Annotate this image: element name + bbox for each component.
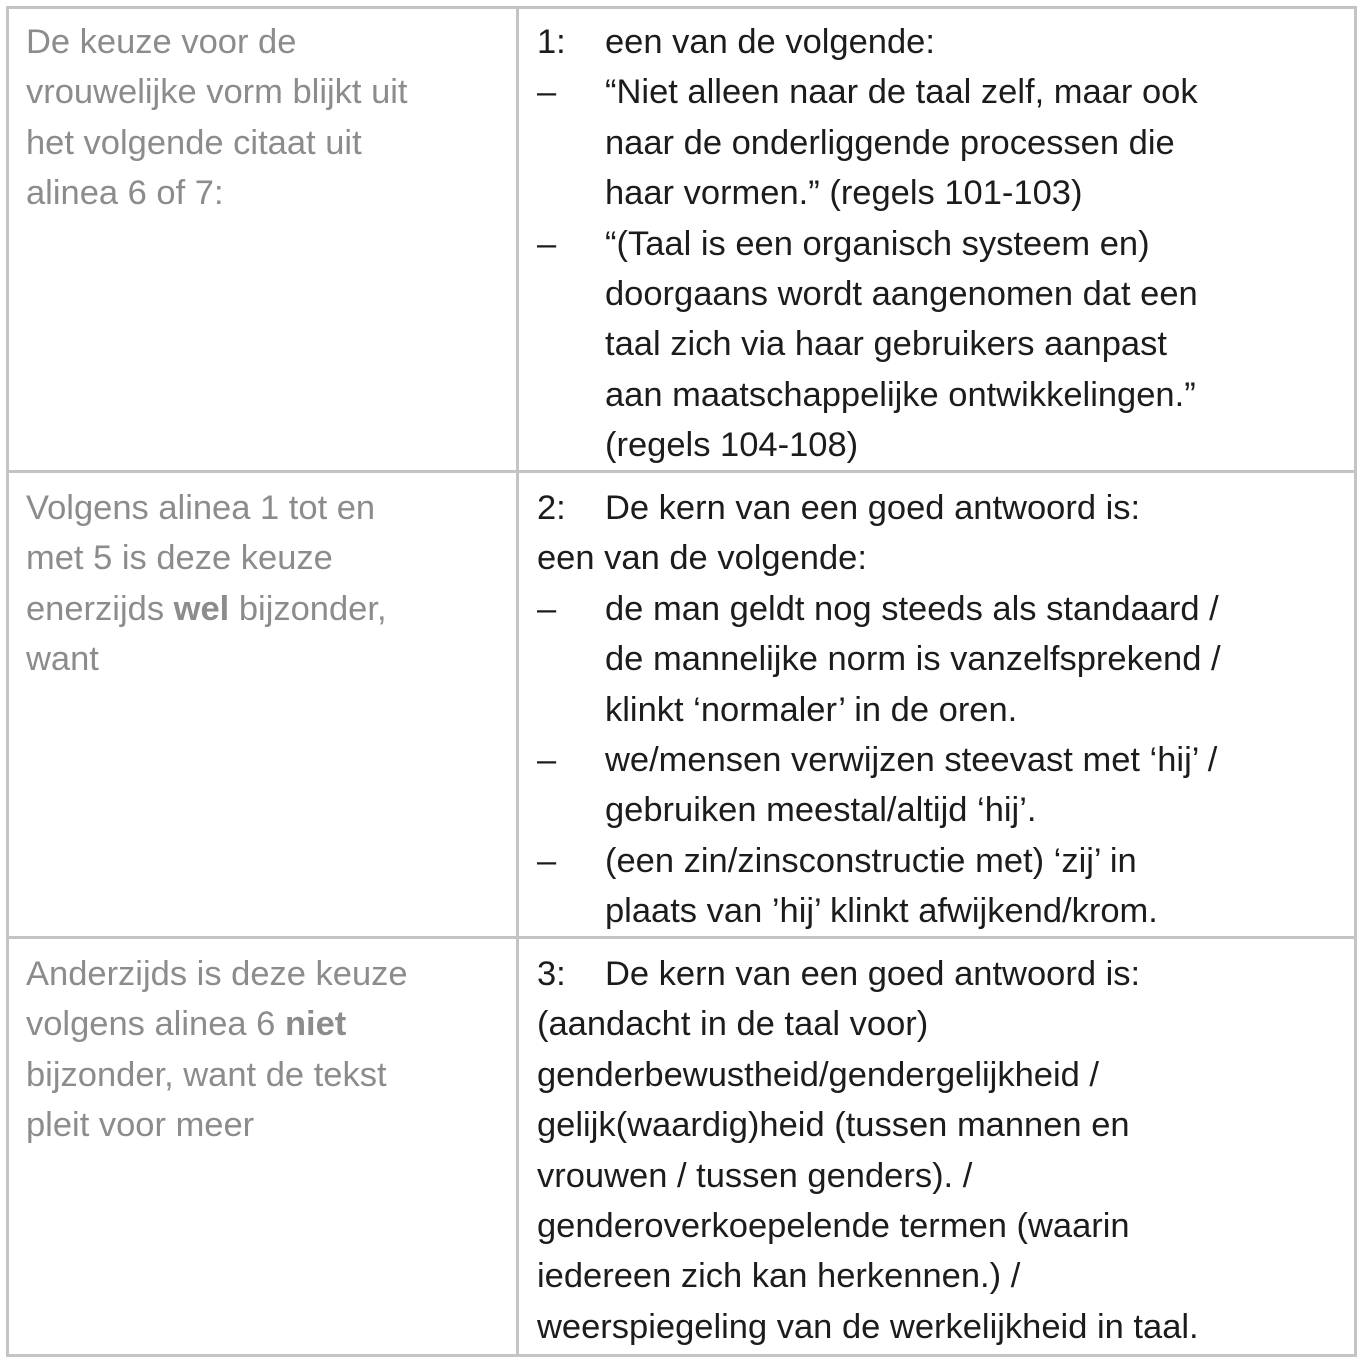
- answer-number: 3:: [537, 955, 566, 993]
- answer-cell-1: [537, 17, 1347, 471]
- answer-line: genderoverkoepelende termen (waarin: [537, 1207, 1130, 1246]
- answer-heading-text: De kern van een goed antwoord is:: [605, 489, 1141, 527]
- list-item: [537, 836, 1347, 937]
- criterion-line: De keuze voor de: [26, 23, 297, 61]
- list-item-line: plaats van ’hij’ klinkt afwijkend/krom.: [605, 892, 1158, 931]
- list-item-line: de man geldt nog steeds als standaard /: [605, 589, 1219, 628]
- answer-subheading: een van de volgende:: [537, 539, 867, 578]
- answer-cell-3: [537, 949, 1347, 1352]
- answer-line: (aandacht in de taal voor): [537, 1005, 929, 1044]
- answer-line: iedereen zich kan herkennen.) /: [537, 1257, 1021, 1296]
- list-item-line: klinkt ‘normaler’ in de oren.: [605, 690, 1018, 729]
- list-item-line: haar vormen.” (regels 101-103): [605, 174, 1083, 213]
- emphasis-word: niet: [284, 1005, 347, 1044]
- list-item-line: de mannelijke norm is vanzelfsprekend /: [605, 640, 1221, 679]
- criterion-line: want: [26, 640, 99, 679]
- list-item-line: gebruiken meestal/altijd ‘hij’.: [605, 791, 1037, 830]
- list-item-line: “(Taal is een organisch systeem en): [605, 224, 1150, 263]
- criterion-line: bijzonder, want de tekst: [26, 1055, 387, 1094]
- answer-heading-text: De kern van een goed antwoord is:: [605, 955, 1141, 993]
- criterion-line: Anderzijds is deze keuze: [26, 955, 408, 993]
- list-item: [537, 67, 1347, 218]
- list-item-line: taal zich via haar gebruikers aanpast: [605, 325, 1167, 364]
- emphasis-word: wel: [173, 589, 230, 628]
- list-item-line: (regels 104-108): [605, 426, 859, 465]
- criterion-cell-1: [26, 17, 506, 219]
- criterion-line: vrouwelijke vorm blijkt uit: [26, 73, 408, 112]
- answer-number: 1:: [537, 23, 566, 61]
- list-item-line: doorgaans wordt aangenomen dat een: [605, 275, 1198, 314]
- dash-bullet: –: [537, 589, 557, 628]
- answer-number: 2:: [537, 489, 566, 527]
- table-border-left: [6, 6, 9, 1357]
- criterion-line: Volgens alinea 1 tot en: [26, 489, 376, 527]
- answer-line: genderbewustheid/gendergelijkheid /: [537, 1055, 1099, 1094]
- list-item: [537, 584, 1347, 735]
- answer-line: vrouwen / tussen genders). /: [537, 1156, 973, 1195]
- table-border-top: [6, 6, 1357, 9]
- criterion-line: het volgende citaat uit: [26, 123, 362, 162]
- list-item-line: naar de onderliggende processen die: [605, 123, 1175, 162]
- column-divider: [516, 6, 519, 1357]
- table-border-right: [1354, 6, 1357, 1357]
- dash-bullet: –: [537, 224, 557, 263]
- dash-bullet: –: [537, 841, 557, 880]
- criterion-text: enerzijds: [26, 589, 174, 628]
- answer-cell-2: [537, 483, 1347, 937]
- criterion-line: alinea 6 of 7:: [26, 174, 224, 213]
- criterion-line: pleit voor meer: [26, 1106, 255, 1145]
- criterion-line: met 5 is deze keuze: [26, 539, 333, 578]
- answer-heading: [537, 949, 1347, 999]
- list-item-line: “Niet alleen naar de taal zelf, maar ook: [605, 73, 1198, 112]
- criterion-text: volgens alinea 6: [26, 1005, 285, 1044]
- answer-heading-text: een van de volgende:: [605, 23, 935, 61]
- dash-bullet: –: [537, 741, 557, 780]
- list-item: [537, 735, 1347, 836]
- criterion-line: [26, 999, 506, 1049]
- answer-line: weerspiegeling van de werkelijkheid in taal.: [537, 1307, 1199, 1346]
- criterion-cell-3: [26, 949, 506, 1151]
- answer-heading: [537, 17, 1347, 67]
- criterion-text: bijzonder,: [229, 589, 387, 628]
- criterion-line: [26, 584, 506, 634]
- criterion-cell-2: [26, 483, 506, 685]
- table-border-bottom: [6, 1354, 1357, 1357]
- list-item-line: (een zin/zinsconstructie met) ‘zij’ in: [605, 841, 1137, 880]
- answer-heading: [537, 483, 1347, 533]
- list-item: [537, 219, 1347, 471]
- list-item-line: aan maatschappelijke ontwikkelingen.”: [605, 375, 1196, 414]
- list-item-line: we/mensen verwijzen steevast met ‘hij’ /: [605, 741, 1218, 780]
- answer-line: gelijk(waardig)heid (tussen mannen en: [537, 1106, 1130, 1145]
- dash-bullet: –: [537, 73, 557, 112]
